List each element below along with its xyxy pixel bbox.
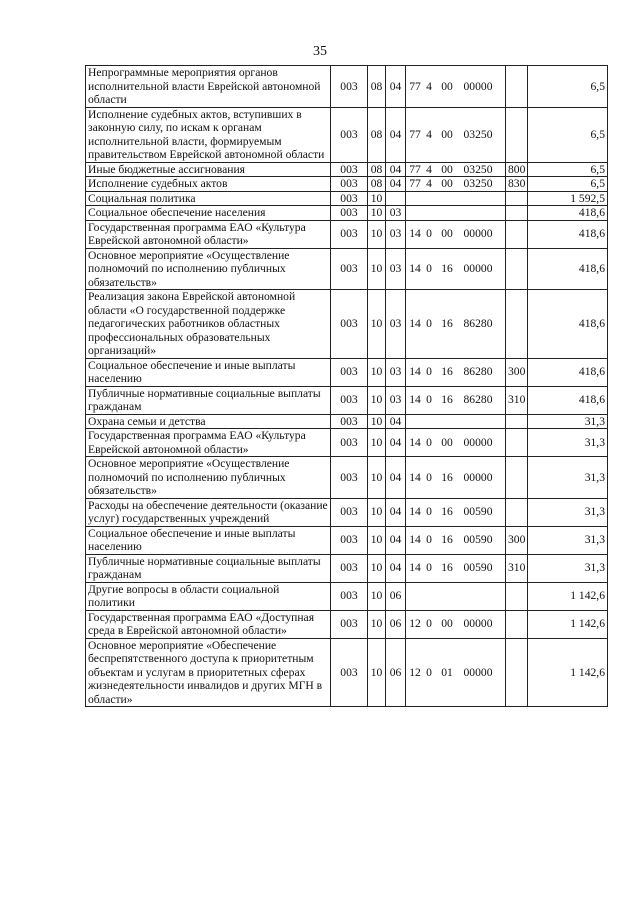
row-grbs: 003 (331, 290, 368, 359)
row-name: Основное мероприятие «Обеспечение беспрепятственного доступа к приоритетным объектам и услугам в приоритетных сферах жизнедеятельности инвалидов и других МГН в области» (86, 638, 331, 707)
target-code-part: 0 (426, 617, 432, 631)
row-name: Другие вопросы в области социальной политики (86, 582, 331, 610)
table-row (86, 248, 608, 290)
row-section: 08 (368, 177, 386, 192)
page-number: 35 (313, 44, 327, 59)
row-target-code (406, 191, 506, 206)
table-row (86, 358, 608, 386)
row-name: Публичные нормативные социальные выплаты гражданам (86, 554, 331, 582)
row-expense-type (506, 206, 528, 221)
target-code-part: 03250 (463, 127, 493, 141)
row-section: 10 (368, 290, 386, 359)
row-subsection: 04 (386, 526, 406, 554)
row-target-code (406, 457, 506, 499)
row-expense-type (506, 66, 528, 108)
target-code-part: 4 (426, 177, 432, 190)
table-row (86, 191, 608, 206)
table-row (86, 220, 608, 248)
target-code-part: 00 (441, 127, 453, 141)
target-code-part: 00 (441, 79, 453, 93)
row-expense-type: 300 (506, 358, 528, 386)
target-code-part: 4 (426, 79, 432, 93)
target-code-part: 86280 (463, 317, 493, 330)
target-code-part: 77 (409, 79, 421, 93)
target-code-part: 00590 (463, 505, 493, 519)
table-row (86, 162, 608, 177)
row-grbs: 003 (331, 162, 368, 177)
target-code-part: 0 (426, 435, 432, 449)
table-row (86, 386, 608, 414)
target-code-part: 00590 (463, 561, 493, 575)
row-subsection: 04 (386, 414, 406, 429)
row-subsection: 04 (386, 162, 406, 177)
row-grbs: 003 (331, 414, 368, 429)
target-code-part: 14 (409, 533, 421, 547)
target-code-part: 16 (441, 317, 453, 330)
row-target-code (406, 429, 506, 457)
target-code-part: 16 (441, 533, 453, 547)
row-section: 10 (368, 248, 386, 290)
row-section: 10 (368, 429, 386, 457)
row-subsection: 03 (386, 220, 406, 248)
row-amount: 418,6 (528, 206, 608, 221)
target-code-part: 16 (441, 365, 453, 379)
row-name: Государственная программа ЕАО «Доступная среда в Еврейской автономной области» (86, 610, 331, 638)
row-name: Реализация закона Еврейской автономной области «О государственной поддержке педагогических работников областных профессиональных образовательных организаций» (86, 290, 331, 359)
target-code-part: 00000 (463, 227, 493, 241)
target-code-part: 0 (426, 262, 432, 275)
budget-table (85, 65, 608, 707)
target-code-part: 4 (426, 127, 432, 141)
row-subsection: 03 (386, 248, 406, 290)
target-code-part: 0 (426, 227, 432, 241)
row-target-code (406, 177, 506, 192)
row-subsection (386, 191, 406, 206)
target-code-part: 14 (409, 262, 421, 275)
row-target-code (406, 582, 506, 610)
row-expense-type (506, 457, 528, 499)
target-code-part: 00 (441, 435, 453, 449)
row-amount: 1 142,6 (528, 582, 608, 610)
row-expense-type (506, 638, 528, 707)
row-expense-type: 310 (506, 386, 528, 414)
row-grbs: 003 (331, 206, 368, 221)
target-code-part: 14 (409, 561, 421, 575)
target-code-part: 00000 (463, 665, 493, 679)
row-name: Основное мероприятие «Осуществление полномочий по исполнению публичных обязательств» (86, 248, 331, 290)
target-code-part: 12 (409, 665, 421, 679)
row-name: Исполнение судебных актов (86, 177, 331, 192)
target-code-part: 00000 (463, 470, 493, 484)
target-code-part: 4 (426, 162, 432, 176)
row-section: 10 (368, 610, 386, 638)
table-row (86, 290, 608, 359)
row-section: 10 (368, 358, 386, 386)
row-target-code (406, 414, 506, 429)
target-code-part: 0 (426, 561, 432, 575)
row-section: 08 (368, 66, 386, 108)
row-subsection: 04 (386, 429, 406, 457)
row-name: Государственная программа ЕАО «Культура Еврейской автономной области» (86, 220, 331, 248)
row-section: 10 (368, 638, 386, 707)
table-row (86, 554, 608, 582)
row-amount: 31,3 (528, 498, 608, 526)
row-target-code (406, 107, 506, 162)
row-name: Охрана семьи и детства (86, 414, 331, 429)
row-subsection: 03 (386, 290, 406, 359)
row-grbs: 003 (331, 66, 368, 108)
row-grbs: 003 (331, 526, 368, 554)
row-target-code (406, 290, 506, 359)
row-expense-type (506, 610, 528, 638)
row-section: 10 (368, 206, 386, 221)
target-code-part: 03250 (463, 177, 493, 190)
target-code-part: 00590 (463, 533, 493, 547)
row-amount: 6,5 (528, 177, 608, 192)
row-grbs: 003 (331, 429, 368, 457)
row-amount: 6,5 (528, 66, 608, 108)
row-amount: 31,3 (528, 526, 608, 554)
target-code-part: 86280 (463, 393, 493, 407)
row-target-code (406, 248, 506, 290)
target-code-part: 14 (409, 227, 421, 241)
row-subsection: 06 (386, 610, 406, 638)
budget-table-body (86, 66, 608, 707)
row-amount: 1 142,6 (528, 610, 608, 638)
target-code-part: 0 (426, 533, 432, 547)
row-section: 10 (368, 457, 386, 499)
row-section: 10 (368, 498, 386, 526)
row-amount: 1 142,6 (528, 638, 608, 707)
row-target-code (406, 66, 506, 108)
row-target-code (406, 498, 506, 526)
row-subsection: 04 (386, 457, 406, 499)
table-row (86, 414, 608, 429)
row-amount: 31,3 (528, 554, 608, 582)
row-grbs: 003 (331, 177, 368, 192)
target-code-part: 00000 (463, 79, 493, 93)
row-grbs: 003 (331, 386, 368, 414)
row-grbs: 003 (331, 610, 368, 638)
target-code-part: 14 (409, 435, 421, 449)
row-target-code (406, 220, 506, 248)
row-expense-type (506, 248, 528, 290)
row-target-code (406, 554, 506, 582)
target-code-part: 16 (441, 505, 453, 519)
target-code-part: 14 (409, 365, 421, 379)
row-subsection: 04 (386, 107, 406, 162)
row-section: 10 (368, 554, 386, 582)
row-section: 10 (368, 414, 386, 429)
row-name: Социальная политика (86, 191, 331, 206)
target-code-part: 00000 (463, 435, 493, 449)
row-name: Основное мероприятие «Осуществление полномочий по исполнению публичных обязательств» (86, 457, 331, 499)
row-name: Государственная программа ЕАО «Культура Еврейской автономной области» (86, 429, 331, 457)
row-name: Иные бюджетные ассигнования (86, 162, 331, 177)
target-code-part: 00 (441, 227, 453, 241)
table-row (86, 177, 608, 192)
target-code-part: 77 (409, 162, 421, 176)
row-grbs: 003 (331, 248, 368, 290)
target-code-part: 14 (409, 470, 421, 484)
target-code-part: 12 (409, 617, 421, 631)
row-name: Социальное обеспечение населения (86, 206, 331, 221)
row-section: 10 (368, 220, 386, 248)
row-amount: 31,3 (528, 457, 608, 499)
row-amount: 31,3 (528, 429, 608, 457)
table-row (86, 206, 608, 221)
row-subsection: 04 (386, 554, 406, 582)
row-grbs: 003 (331, 220, 368, 248)
row-amount: 31,3 (528, 414, 608, 429)
row-name: Непрограммные мероприятия органов исполнительной власти Еврейской автономной области (86, 66, 331, 108)
row-amount: 418,6 (528, 248, 608, 290)
row-expense-type (506, 220, 528, 248)
row-amount: 6,5 (528, 107, 608, 162)
target-code-part: 16 (441, 393, 453, 407)
row-expense-type (506, 498, 528, 526)
row-expense-type (506, 429, 528, 457)
row-expense-type: 310 (506, 554, 528, 582)
row-target-code (406, 358, 506, 386)
target-code-part: 0 (426, 317, 432, 330)
target-code-part: 0 (426, 665, 432, 679)
row-target-code (406, 526, 506, 554)
row-target-code (406, 386, 506, 414)
row-grbs: 003 (331, 554, 368, 582)
target-code-part: 16 (441, 561, 453, 575)
row-section: 10 (368, 582, 386, 610)
table-row (86, 638, 608, 707)
row-subsection: 03 (386, 206, 406, 221)
row-grbs: 003 (331, 638, 368, 707)
table-row (86, 457, 608, 499)
row-subsection: 04 (386, 66, 406, 108)
target-code-part: 00 (441, 177, 453, 190)
row-expense-type (506, 290, 528, 359)
target-code-part: 0 (426, 505, 432, 519)
target-code-part: 00 (441, 162, 453, 176)
row-grbs: 003 (331, 457, 368, 499)
row-subsection: 03 (386, 386, 406, 414)
row-name: Социальное обеспечение и иные выплаты населению (86, 358, 331, 386)
target-code-part: 14 (409, 505, 421, 519)
row-section: 10 (368, 526, 386, 554)
row-subsection: 04 (386, 177, 406, 192)
row-subsection: 06 (386, 582, 406, 610)
row-amount: 418,6 (528, 220, 608, 248)
row-name: Расходы на обеспечение деятельности (оказание услуг) государственных учреждений (86, 498, 331, 526)
target-code-part: 16 (441, 262, 453, 275)
row-section: 08 (368, 162, 386, 177)
target-code-part: 03250 (463, 162, 493, 176)
table-row (86, 526, 608, 554)
target-code-part: 01 (441, 665, 453, 679)
row-grbs: 003 (331, 358, 368, 386)
table-row (86, 66, 608, 108)
row-expense-type (506, 107, 528, 162)
target-code-part: 00000 (463, 262, 493, 275)
row-name: Публичные нормативные социальные выплаты гражданам (86, 386, 331, 414)
row-expense-type: 800 (506, 162, 528, 177)
target-code-part: 77 (409, 177, 421, 190)
table-row (86, 610, 608, 638)
target-code-part: 00 (441, 617, 453, 631)
target-code-part: 0 (426, 470, 432, 484)
table-row (86, 498, 608, 526)
target-code-part: 0 (426, 393, 432, 407)
row-expense-type (506, 582, 528, 610)
target-code-part: 0 (426, 365, 432, 379)
row-name: Исполнение судебных актов, вступивших в законную силу, по искам к органам исполнительной власти, формируемым правительством Еврейской автономной области (86, 107, 331, 162)
row-target-code (406, 206, 506, 221)
row-grbs: 003 (331, 191, 368, 206)
row-expense-type (506, 414, 528, 429)
row-subsection: 04 (386, 498, 406, 526)
row-amount: 1 592,5 (528, 191, 608, 206)
row-expense-type: 830 (506, 177, 528, 192)
row-name: Социальное обеспечение и иные выплаты населению (86, 526, 331, 554)
target-code-part: 14 (409, 317, 421, 330)
row-expense-type (506, 191, 528, 206)
target-code-part: 16 (441, 470, 453, 484)
row-subsection: 03 (386, 358, 406, 386)
row-amount: 6,5 (528, 162, 608, 177)
target-code-part: 86280 (463, 365, 493, 379)
table-row (86, 107, 608, 162)
table-row (86, 429, 608, 457)
row-section: 08 (368, 107, 386, 162)
row-grbs: 003 (331, 582, 368, 610)
row-section: 10 (368, 386, 386, 414)
target-code-part: 77 (409, 127, 421, 141)
row-target-code (406, 162, 506, 177)
row-section: 10 (368, 191, 386, 206)
row-subsection: 06 (386, 638, 406, 707)
target-code-part: 00000 (463, 617, 493, 631)
row-target-code (406, 638, 506, 707)
row-amount: 418,6 (528, 290, 608, 359)
row-target-code (406, 610, 506, 638)
target-code-part: 14 (409, 393, 421, 407)
row-expense-type: 300 (506, 526, 528, 554)
row-grbs: 003 (331, 107, 368, 162)
row-amount: 418,6 (528, 358, 608, 386)
row-amount: 418,6 (528, 386, 608, 414)
row-grbs: 003 (331, 498, 368, 526)
table-row (86, 582, 608, 610)
